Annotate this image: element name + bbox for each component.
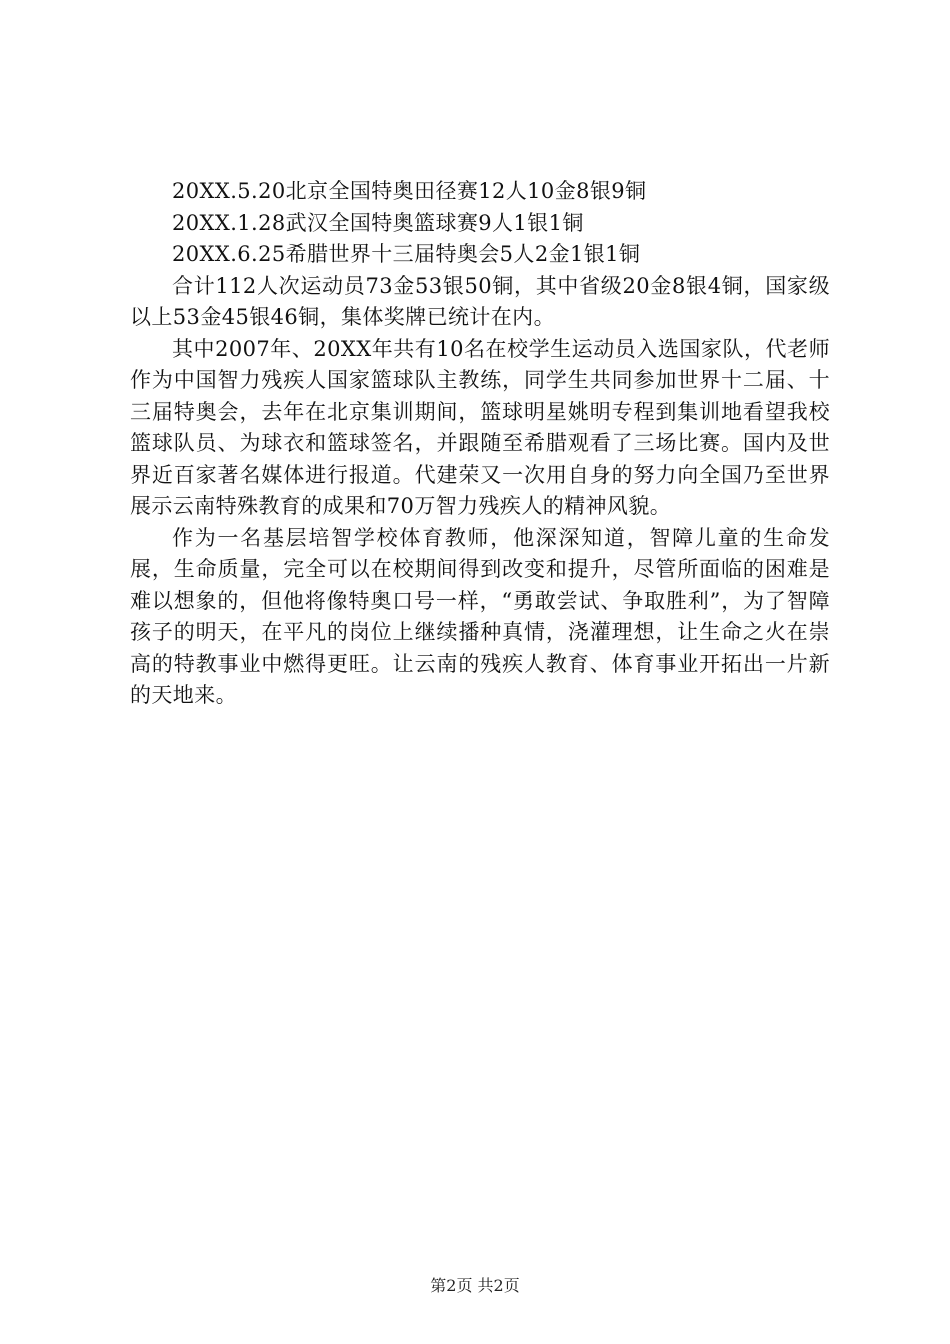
closing-paragraph: 作为一名基层培智学校体育教师，他深深知道，智障儿童的生命发展，生命质量，完全可以在校期间得到改变和提升，尽管所面临的困难是难以想象的，但他将像特奥口号一样，“勇敢尝试、争取胜利”，为了智障孩子的明天，在平凡的岗位上继续播种真情，浇灌理想，让生命之火在崇高的特教事业中燃得更旺。让云南的残疾人教育、体育事业开拓出一片新的天地来。: [130, 525, 830, 707]
page-footer: 第2页 共2页: [430, 1276, 520, 1295]
national-team-paragraph: 其中2007年、20XX年共有10名在校学生运动员入选国家队，代老师作为中国智力残疾人国家篮球队主教练，同学生共同参加世界十二届、十三届特奥会，去年在北京集训期间，篮球明星姚明专程到集训地看望我校篮球队员、为球衣和篮球签名，并跟随至希腊观看了三场比赛。国内及世界近百家著名媒体进行报道。代建荣又一次用自身的努力向全国乃至世界展示云南特殊教育的成果和70万智力残疾人的精神风貌。: [130, 336, 830, 518]
medal-total-paragraph: 合计112人次运动员73金53银50铜，其中省级20金8银4铜，国家级以上53金45银46铜，集体奖牌已统计在内。: [130, 273, 830, 329]
result-line-wuhan: 20XX.1.28武汉全国特奥篮球赛9人1银1铜: [172, 210, 584, 235]
document-body: [130, 176, 830, 712]
result-line-beijing: 20XX.5.20北京全国特奥田径赛12人10金8银9铜: [172, 179, 647, 203]
result-line-greece: 20XX.6.25希腊世界十三届特奥会5人2金1银1铜: [172, 242, 641, 266]
